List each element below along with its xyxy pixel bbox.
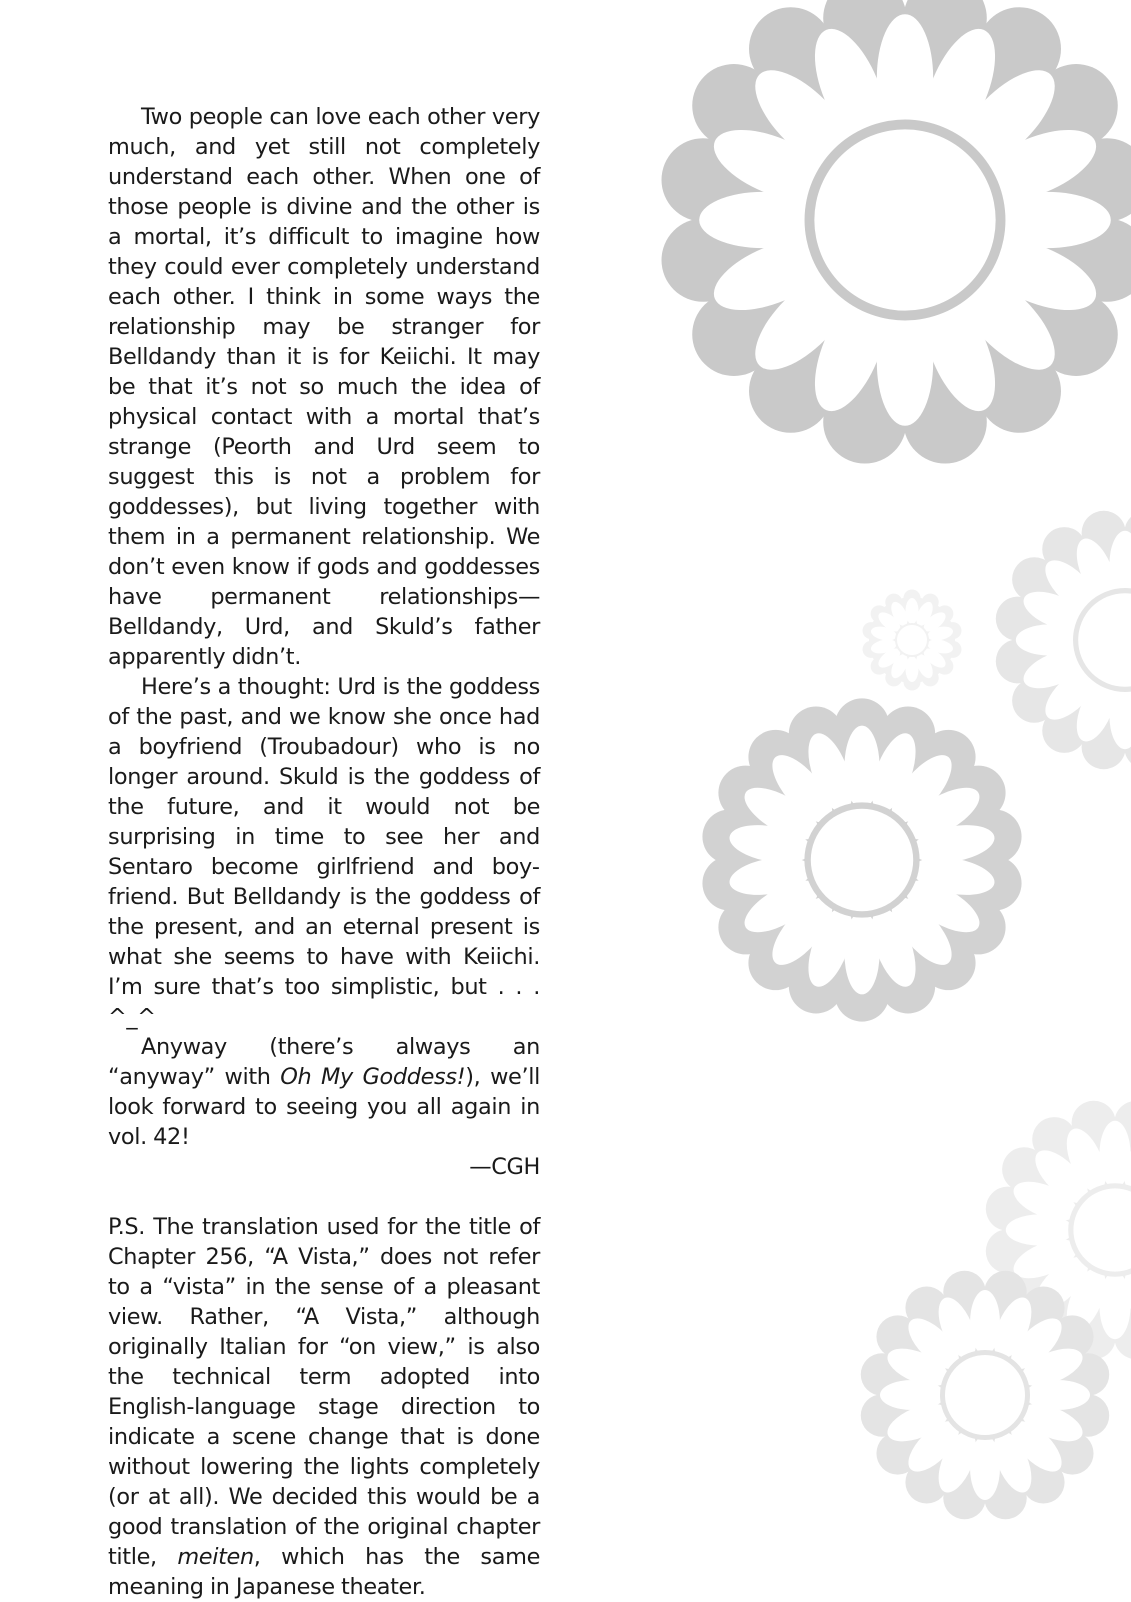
paragraph-2 — [108, 672, 540, 1032]
flower-right-middle — [996, 511, 1131, 769]
paragraph-1 — [108, 102, 540, 672]
postscript — [108, 1212, 540, 1602]
flower-center — [897, 625, 927, 655]
text-run: Two people can love each other very much, and yet still not completely understand each other. When one of those people is divine and the other is a mortal, it’s difficult to imagine how they could ever completely understand each other. I think in some ways the relationship may be stranger for Belldandy than it is for Keiichi. It may be that it’s not so much the idea of physical contact with a mortal that’s strange (Peorth and Urd seem to suggest this is not a problem for goddesses), but living together with them in a permanent relationship. We don’t even know if gods and goddesses have permanent relationships—Belldandy, Urd, and Skuld’s father apparently didn’t. — [108, 104, 540, 670]
text-run: Here’s a thought: Urd is the goddess of the past, and we know she once had a boyfriend (Troubadour) who is no longer around. Skuld is the goddess of the future, and it would not be surprising in time to see her and Sentaro become girlfriend and boyfriend. But Belldandy is the goddess of the present, and an eternal present is what she seems to have with Keiichi. I’m sure that’s too simplistic, but . . . ^_^ — [108, 674, 540, 1030]
flower-center — [814, 129, 995, 310]
large-flower-top — [662, 0, 1131, 463]
flower-center — [811, 809, 913, 911]
signature: —CGH — [469, 1154, 540, 1180]
text-run: , which has the same meaning in Japanese theater. — [108, 1544, 541, 1600]
text-run: P.S. The translation used for the title of Chapter 256, “A Vista,” does not refer to a “vista” in the sense of a pleasant view. Rather, “A Vista,” although originally Italian for “on view,” is also the technical term adopted into English-language stage direction to indicate a scene change that is done without lowering the lights completely (or at all). We decided this would be a good translation of the original chapter title, — [108, 1214, 540, 1570]
italic-title: meiten — [177, 1544, 254, 1570]
paragraph-3 — [108, 1032, 540, 1152]
text-run: ), we’ll look forward to seeing you all again in vol. 42! — [108, 1064, 540, 1150]
tiny-flower — [863, 590, 962, 691]
text-run: Anyway (there’s always an “anyway” with — [108, 1034, 540, 1090]
article-text — [108, 102, 540, 1602]
flower-center — [945, 1355, 1025, 1435]
flower-middle — [702, 698, 1021, 1021]
italic-title: Oh My Goddess! — [280, 1064, 466, 1090]
